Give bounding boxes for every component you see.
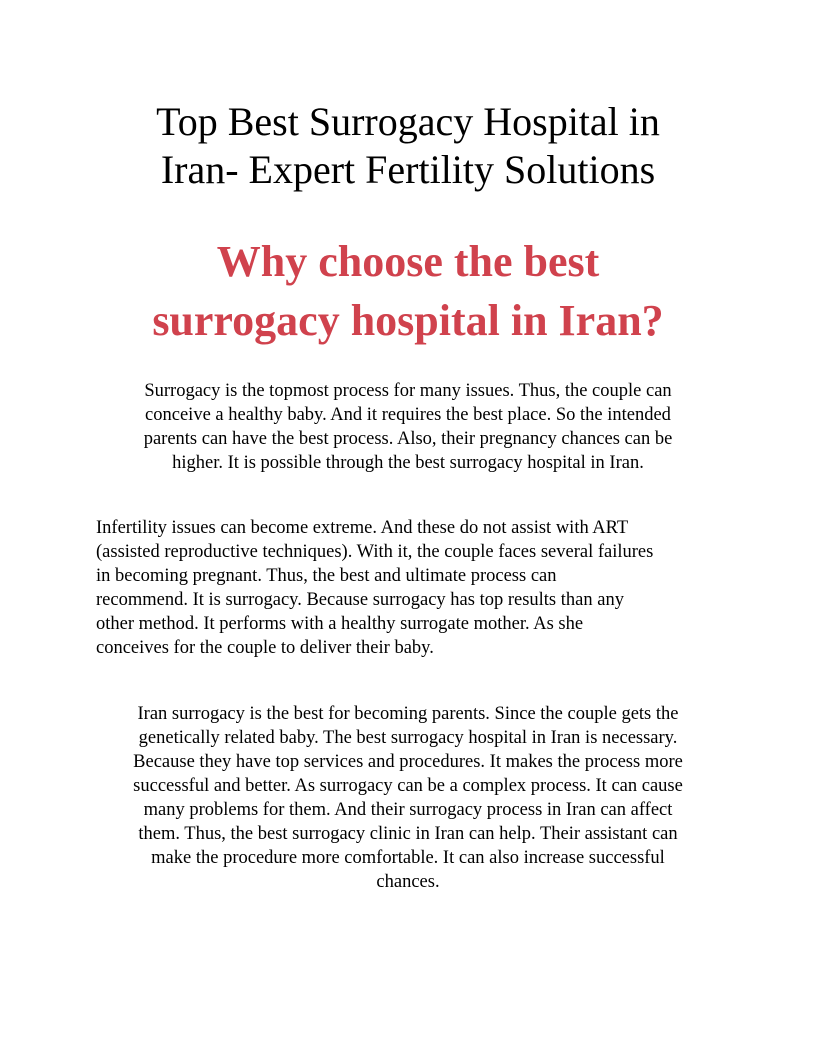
section-heading (96, 232, 720, 350)
paragraph-iran-surrogacy (96, 702, 720, 894)
paragraph-line: higher. It is possible through the best surrogacy hospital in Iran. (172, 453, 644, 473)
section-heading-line: surrogacy hospital in Iran? (152, 296, 664, 345)
paragraph-line: genetically related baby. The best surrogacy hospital in Iran is necessary. (138, 728, 678, 748)
paragraph-line: Infertility issues can become extreme. And these do not assist with ART (96, 518, 629, 538)
paragraph-line: recommend. It is surrogacy. Because surrogacy has top results than any (96, 590, 624, 610)
document-title-line: Top Best Surrogacy Hospital in (156, 99, 660, 144)
document-title-line: Iran- Expert Fertility Solutions (160, 147, 656, 192)
paragraph-line: conceives for the couple to deliver their baby. (96, 638, 434, 658)
paragraph-line: chances. (376, 872, 440, 892)
paragraph-line: conceive a healthy baby. And it requires the best place. So the intended (145, 405, 671, 425)
paragraph-line: them. Thus, the best surrogacy clinic in Iran can help. Their assistant can (138, 824, 678, 844)
paragraph-infertility (96, 516, 720, 660)
paragraph-line: other method. It performs with a healthy surrogate mother. As she (96, 614, 584, 634)
paragraph-line: many problems for them. And their surrogacy process in Iran can affect (143, 800, 673, 820)
paragraph-line: Iran surrogacy is the best for becoming parents. Since the couple gets the (137, 704, 679, 724)
section-heading-line: Why choose the best (216, 237, 600, 286)
paragraph-intro (96, 379, 720, 475)
paragraph-line: successful and better. As surrogacy can be a complex process. It can cause (133, 776, 683, 796)
paragraph-line: (assisted reproductive techniques). With it, the couple faces several failures (96, 542, 654, 562)
paragraph-line: Surrogacy is the topmost process for many issues. Thus, the couple can (144, 381, 672, 401)
paragraph-line: make the procedure more comfortable. It can also increase successful (151, 848, 665, 868)
paragraph-line: in becoming pregnant. Thus, the best and ultimate process can (96, 566, 557, 586)
paragraph-line: parents can have the best process. Also, their pregnancy chances can be (143, 429, 673, 449)
paragraph-line: Because they have top services and procedures. It makes the process more (133, 752, 683, 772)
document-title (96, 98, 720, 194)
